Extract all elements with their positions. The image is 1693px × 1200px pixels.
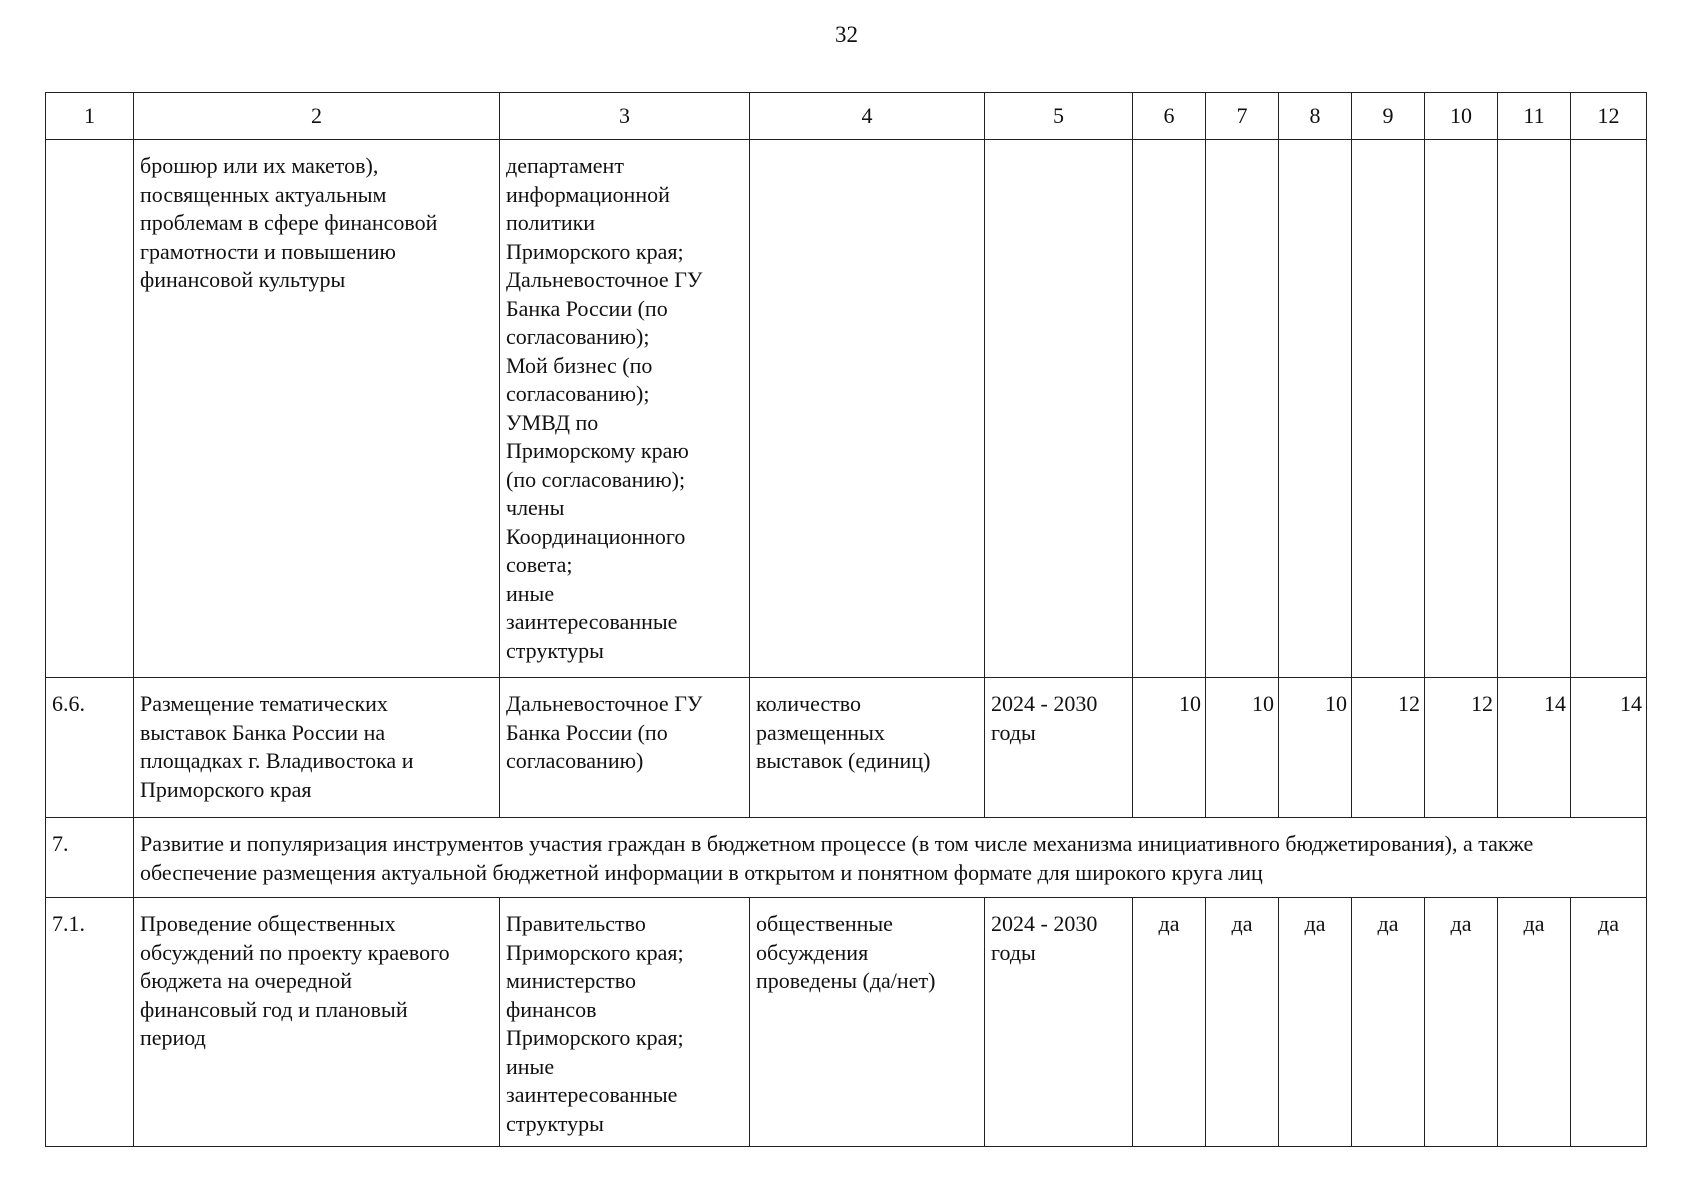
value-cell: 14: [1498, 678, 1571, 818]
header-cell: 3: [500, 93, 750, 140]
table-row: [46, 140, 1647, 678]
section-number: 7.: [46, 818, 134, 898]
measure-name: Размещение тематических выставок Банка России на площадках г. Владивостока и Приморского края: [134, 678, 500, 818]
value-cell: да: [1352, 898, 1425, 1147]
value-cell: [1279, 140, 1352, 678]
executors: Дальневосточное ГУ Банка России (по согласованию): [500, 678, 750, 818]
period: 2024 - 2030 годы: [985, 678, 1133, 818]
indicator: количество размещенных выставок (единиц): [750, 678, 985, 818]
value-cell: [1498, 140, 1571, 678]
row-number: 6.6.: [46, 678, 134, 818]
header-cell: 10: [1425, 93, 1498, 140]
measure-name: брошюр или их макетов), посвященных актуальным проблемам в сфере финансовой грамотности и повышению финансовой культуры: [134, 140, 500, 678]
header-cell: 6: [1133, 93, 1206, 140]
period: [985, 140, 1133, 678]
indicator: общественные обсуждения проведены (да/нет): [750, 898, 985, 1147]
header-cell: 2: [134, 93, 500, 140]
period: 2024 - 2030 годы: [985, 898, 1133, 1147]
executors: Правительство Приморского края; министерство финансов Приморского края; иные заинтересованные структуры: [500, 898, 750, 1147]
header-cell: 11: [1498, 93, 1571, 140]
header-cell: 1: [46, 93, 134, 140]
value-cell: 12: [1352, 678, 1425, 818]
header-cell: 7: [1206, 93, 1279, 140]
header-cell: 4: [750, 93, 985, 140]
value-cell: [1571, 140, 1647, 678]
table-header-row: [46, 93, 1647, 140]
page-number: 32: [835, 22, 858, 47]
header-cell: 9: [1352, 93, 1425, 140]
executors: департамент информационной политики Приморского края; Дальневосточное ГУ Банка России (по согласованию); Мой бизнес (по согласованию); УМВД по Приморскому краю (по согласованию); члены Координационного совета; иные заинтересованные структуры: [500, 140, 750, 678]
header-cell: 8: [1279, 93, 1352, 140]
value-cell: 12: [1425, 678, 1498, 818]
indicator: [750, 140, 985, 678]
plan-table: [45, 92, 1647, 1147]
value-cell: [1206, 140, 1279, 678]
value-cell: [1425, 140, 1498, 678]
value-cell: 10: [1279, 678, 1352, 818]
value-cell: да: [1498, 898, 1571, 1147]
value-cell: да: [1571, 898, 1647, 1147]
row-number: 7.1.: [46, 898, 134, 1147]
table-row: [46, 898, 1647, 1147]
row-number: [46, 140, 134, 678]
value-cell: да: [1279, 898, 1352, 1147]
section-row: [46, 818, 1647, 898]
section-title: Развитие и популяризация инструментов участия граждан в бюджетном процессе (в том числе механизма инициативного бюджетирования), а также обеспечение размещения актуальной бюджетной информации в открытом и понятном формате для широкого круга лиц: [134, 818, 1647, 898]
value-cell: 10: [1206, 678, 1279, 818]
value-cell: [1133, 140, 1206, 678]
table-row: [46, 678, 1647, 818]
value-cell: 10: [1133, 678, 1206, 818]
header-cell: 12: [1571, 93, 1647, 140]
value-cell: да: [1206, 898, 1279, 1147]
value-cell: 14: [1571, 678, 1647, 818]
value-cell: [1352, 140, 1425, 678]
value-cell: да: [1425, 898, 1498, 1147]
value-cell: да: [1133, 898, 1206, 1147]
measure-name: Проведение общественных обсуждений по проекту краевого бюджета на очередной финансовый год и плановый период: [134, 898, 500, 1147]
header-cell: 5: [985, 93, 1133, 140]
